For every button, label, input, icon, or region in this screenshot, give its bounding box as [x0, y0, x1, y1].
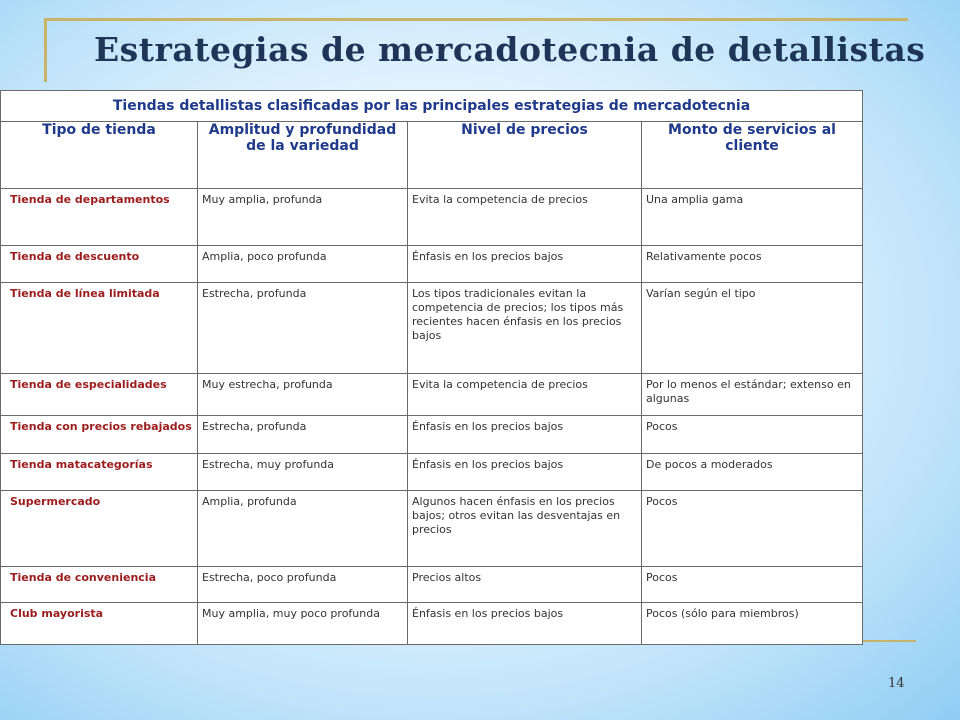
row-service: Pocos	[642, 491, 863, 567]
table-row	[1, 374, 863, 416]
row-price-level: Énfasis en los precios bajos	[408, 603, 642, 645]
table-caption: Tiendas detallistas clasificadas por las principales estrategias de mercadotecnia	[1, 91, 863, 122]
header-amplitud: Amplitud y profundidad de la variedad	[198, 122, 408, 189]
frame-left-line	[44, 18, 47, 82]
row-store-type: Tienda con precios rebajados	[1, 416, 198, 454]
retail-strategies-table	[0, 90, 863, 645]
row-store-type: Tienda de conveniencia	[1, 567, 198, 603]
table-row	[1, 246, 863, 283]
row-service: Una amplia gama	[642, 189, 863, 246]
table-row	[1, 491, 863, 567]
header-nivel-de-precios: Nivel de precios	[408, 122, 642, 189]
row-assortment: Estrecha, profunda	[198, 283, 408, 374]
row-price-level: Énfasis en los precios bajos	[408, 416, 642, 454]
row-service: Relativamente pocos	[642, 246, 863, 283]
table-row	[1, 567, 863, 603]
row-store-type: Supermercado	[1, 491, 198, 567]
row-store-type: Club mayorista	[1, 603, 198, 645]
slide-number: 14	[888, 676, 905, 691]
row-price-level: Algunos hacen énfasis en los precios bajos; otros evitan las desventajas en precios	[408, 491, 642, 567]
row-assortment: Muy amplia, muy poco profunda	[198, 603, 408, 645]
table-row	[1, 416, 863, 454]
row-assortment: Amplia, poco profunda	[198, 246, 408, 283]
row-price-level: Énfasis en los precios bajos	[408, 454, 642, 491]
row-service: Pocos (sólo para miembros)	[642, 603, 863, 645]
table-row	[1, 454, 863, 491]
row-store-type: Tienda de departamentos	[1, 189, 198, 246]
row-store-type: Tienda de descuento	[1, 246, 198, 283]
table-row	[1, 189, 863, 246]
slide-title: Estrategias de mercadotecnia de detallistas	[94, 30, 926, 69]
row-assortment: Muy estrecha, profunda	[198, 374, 408, 416]
row-assortment: Estrecha, muy profunda	[198, 454, 408, 491]
row-price-level: Evita la competencia de precios	[408, 189, 642, 246]
header-tipo-de-tienda: Tipo de tienda	[1, 122, 198, 189]
row-price-level: Evita la competencia de precios	[408, 374, 642, 416]
row-service: De pocos a moderados	[642, 454, 863, 491]
header-servicios: Monto de servicios al cliente	[642, 122, 863, 189]
table-header-row	[1, 122, 863, 189]
frame-top-line	[44, 18, 908, 21]
table-row	[1, 603, 863, 645]
row-assortment: Estrecha, profunda	[198, 416, 408, 454]
table-row	[1, 283, 863, 374]
row-service: Pocos	[642, 567, 863, 603]
row-service: Pocos	[642, 416, 863, 454]
row-price-level: Los tipos tradicionales evitan la competencia de precios; los tipos más recientes hacen énfasis en los precios bajos	[408, 283, 642, 374]
row-price-level: Énfasis en los precios bajos	[408, 246, 642, 283]
row-assortment: Estrecha, poco profunda	[198, 567, 408, 603]
row-assortment: Amplia, profunda	[198, 491, 408, 567]
row-service: Por lo menos el estándar; extenso en algunas	[642, 374, 863, 416]
row-store-type: Tienda de línea limitada	[1, 283, 198, 374]
row-price-level: Precios altos	[408, 567, 642, 603]
row-store-type: Tienda matacategorías	[1, 454, 198, 491]
row-assortment: Muy amplia, profunda	[198, 189, 408, 246]
row-service: Varían según el tipo	[642, 283, 863, 374]
table-caption-row	[1, 91, 863, 122]
row-store-type: Tienda de especialidades	[1, 374, 198, 416]
